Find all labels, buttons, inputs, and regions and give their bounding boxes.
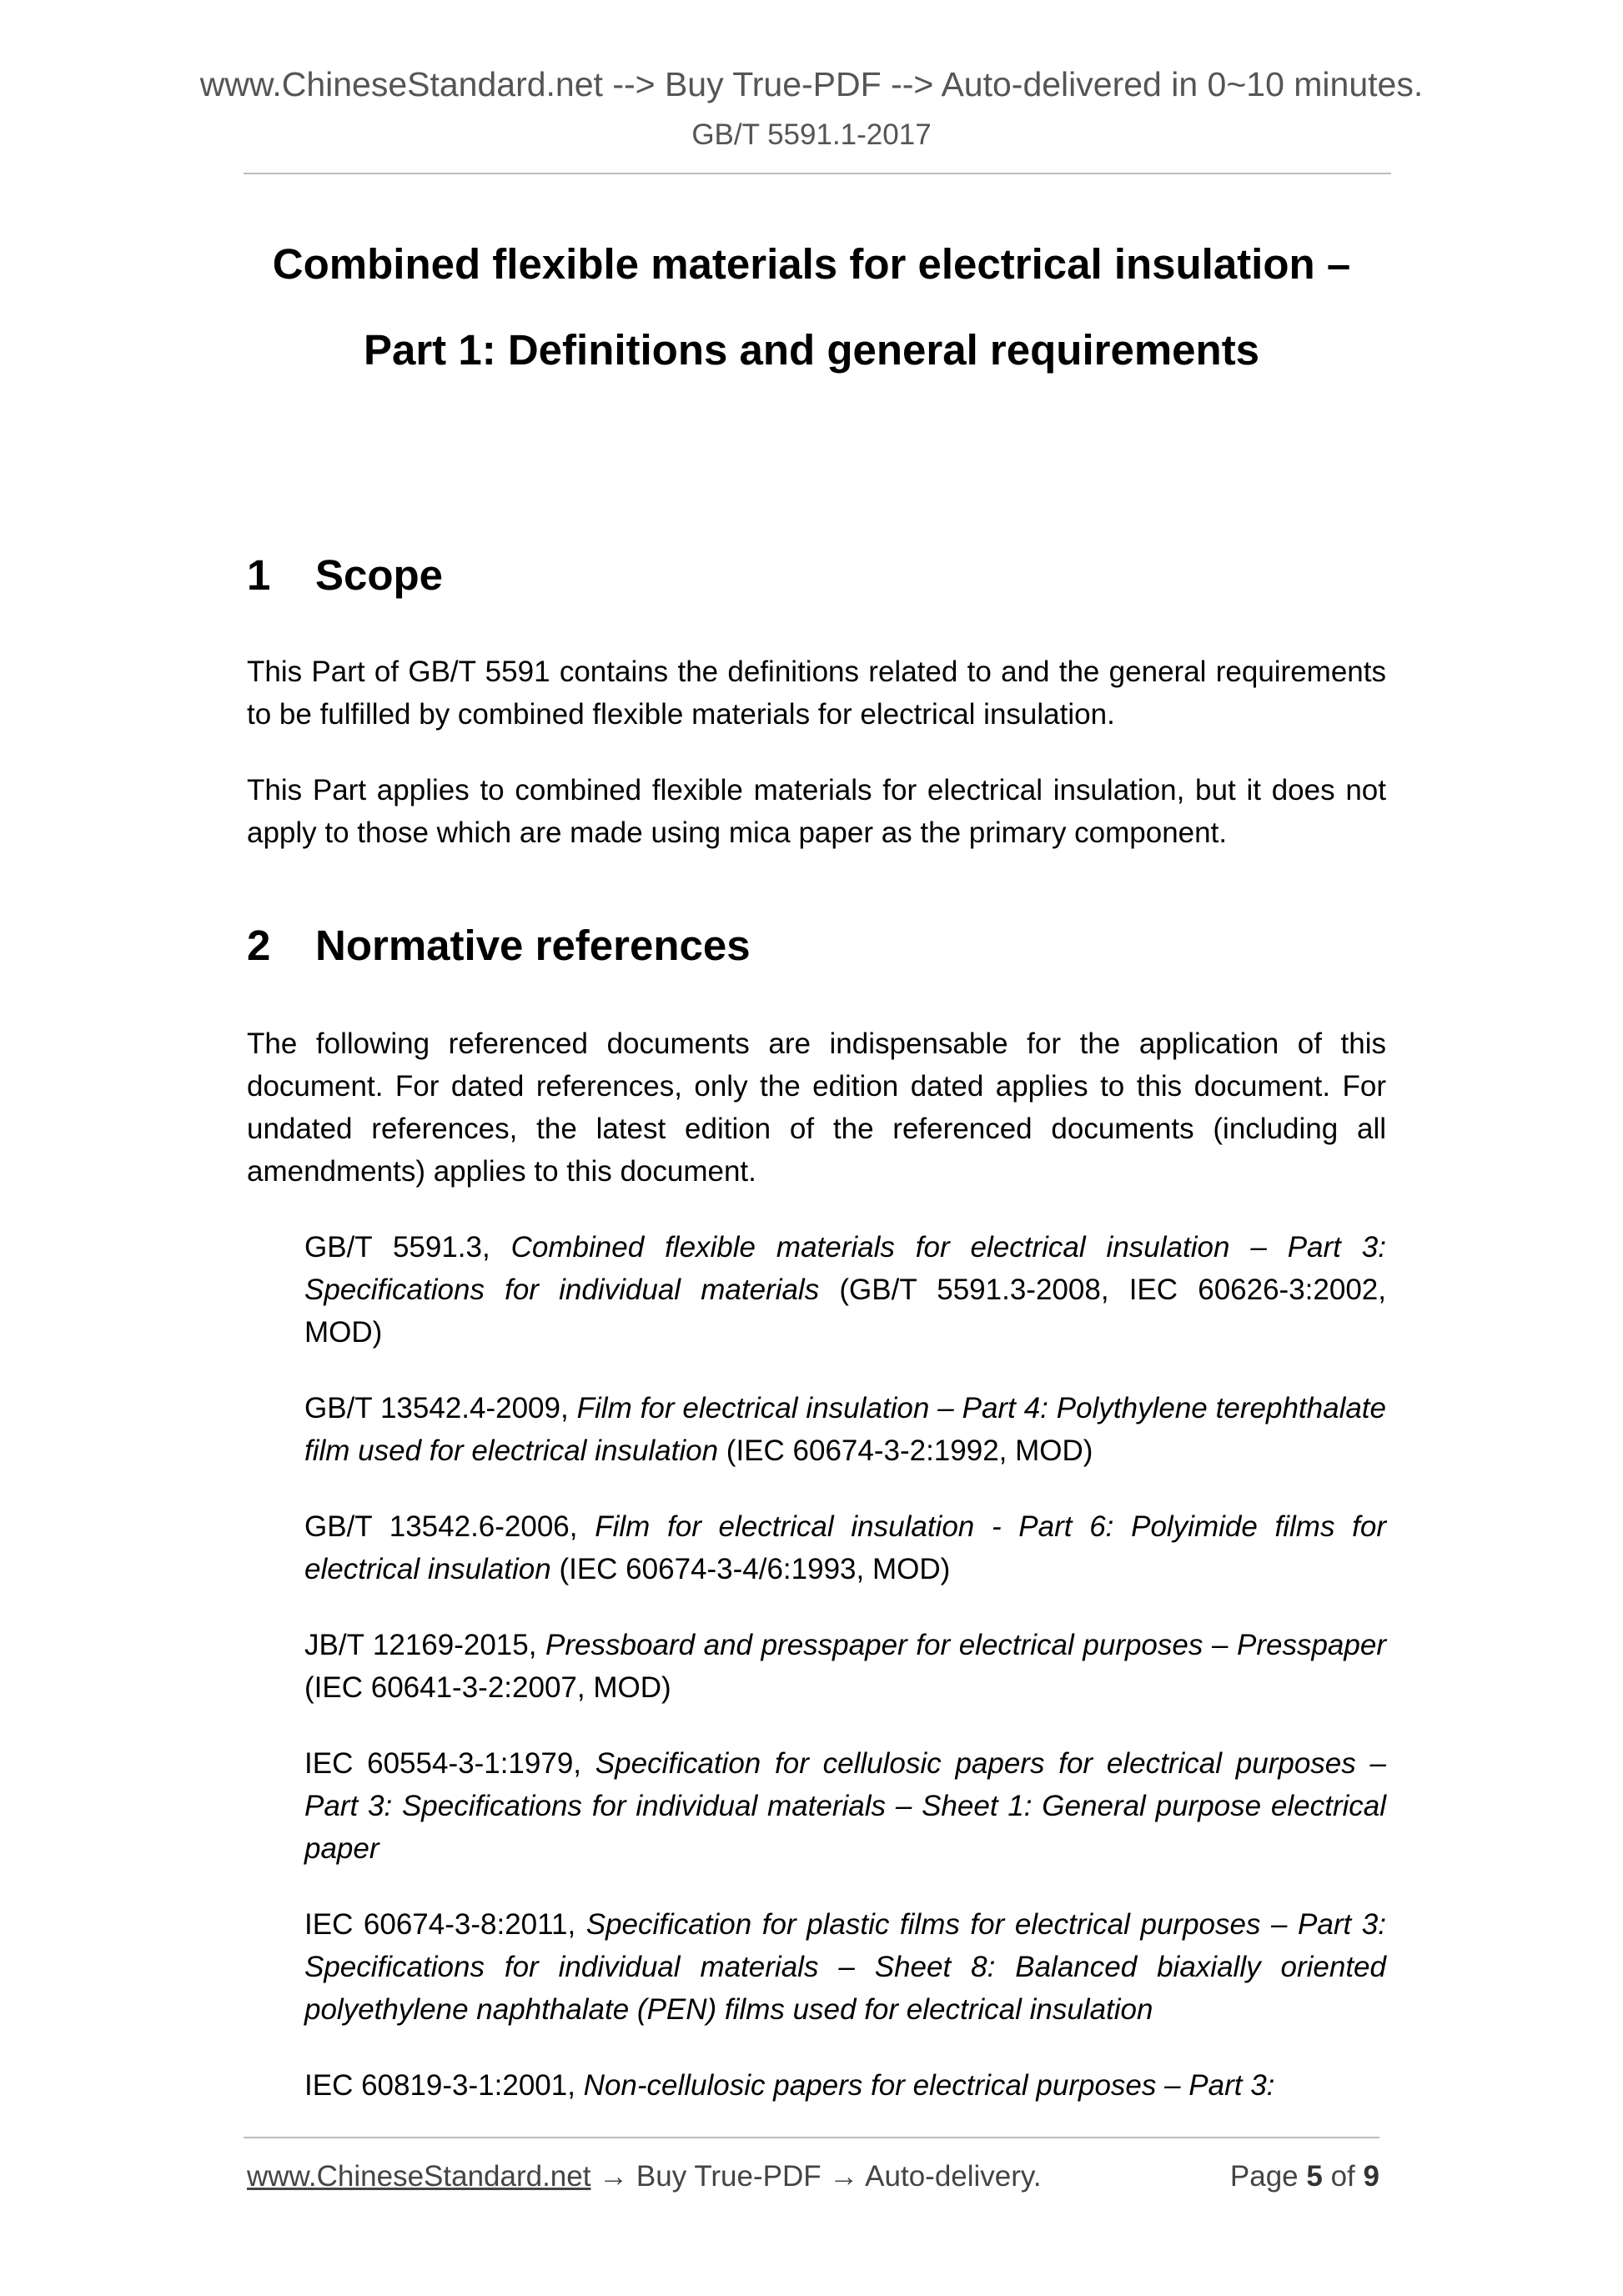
reference-suffix: (IEC 60674-3-4/6:1993, MOD): [550, 1553, 951, 1585]
scope-paragraph-2: This Part applies to combined flexible materials for electrical insulation, but it does not apply to those which are made using mica paper as the primary component.: [247, 774, 1386, 849]
reference-code: IEC 60554-3-1:1979,: [304, 1747, 595, 1780]
reference-code: GB/T 13542.4-2009,: [304, 1392, 577, 1424]
section-title: Normative references: [315, 922, 751, 969]
reference-suffix: (GB/T 5591.3-2008, IEC 60626-3:2002, MOD): [304, 1274, 1386, 1349]
reference-item: [304, 1742, 1386, 1870]
section-heading-normative-references: [247, 921, 751, 970]
reference-suffix: (IEC 60641-3-2:2007, MOD): [304, 1671, 671, 1704]
header-standard-number: GB/T 5591.1-2017: [691, 118, 932, 151]
footer-banner: [247, 2160, 1042, 2193]
section-number: 2: [247, 922, 271, 969]
footer-banner-text: → Buy True-PDF → Auto-delivery.: [590, 2160, 1042, 2193]
reference-item: [304, 1624, 1386, 1709]
page-label: Page: [1229, 2160, 1299, 2193]
reference-title: Specification for plastic films for electrical purposes – Part 3: Specifications for individual materials – Sheet 8: Balanced biaxially oriented polyethylene naphthalate (PEN) films used for electrical insulation: [304, 1908, 1386, 2026]
page-indicator: [1201, 2160, 1379, 2193]
reference-code: GB/T 5591.3,: [304, 1231, 511, 1264]
reference-code: IEC 60819-3-1:2001,: [304, 2069, 584, 2102]
document-title-line-2: Part 1: Definitions and general requirements: [363, 326, 1260, 374]
reference-title: Film for electrical insulation - Part 6: Polyimide films for electrical insulation: [304, 1510, 1387, 1585]
reference-item: [304, 1505, 1386, 1590]
header-divider: [244, 173, 1391, 174]
reference-item: [304, 1387, 1386, 1472]
reference-item: [304, 1226, 1386, 1354]
document-title-line-1: Combined flexible materials for electrical insulation –: [272, 240, 1351, 288]
page-of: of: [1330, 2160, 1355, 2193]
page-current: 5: [1306, 2160, 1323, 2193]
reference-title: Film for electrical insulation – Part 4: Polythylene terephthalate film used for electrical insulation: [304, 1392, 1387, 1467]
reference-title: Combined flexible materials for electrical insulation – Part 3: Specifications for individual materials: [304, 1231, 1386, 1306]
reference-item: [304, 1903, 1386, 2031]
scope-paragraph-1: This Part of GB/T 5591 contains the definitions related to and the general requirements to be fulfilled by combined flexible materials for electrical insulation.: [247, 656, 1386, 731]
normative-references-intro: The following referenced documents are indispensable for the application of this document. For dated references, only the edition dated applies to this document. For undated references, the latest edition of the referenced documents (including all amendments) applies to this document.: [247, 1027, 1386, 1188]
reference-suffix: (IEC 60674-3-2:1992, MOD): [718, 1434, 1093, 1467]
reference-title: Non-cellulosic papers for electrical purposes – Part 3:: [583, 2069, 1275, 2102]
reference-title: Pressboard and presspaper for electrical purposes – Presspaper: [545, 1629, 1386, 1661]
section-title: Scope: [315, 551, 444, 599]
section-heading-scope: [247, 550, 443, 600]
footer-divider: [244, 2137, 1379, 2138]
reference-code: GB/T 13542.6-2006,: [304, 1510, 595, 1543]
reference-code: IEC 60674-3-8:2011,: [304, 1908, 586, 1941]
footer-site-link[interactable]: www.ChineseStandard.net: [247, 2160, 591, 2193]
reference-title: Specification for cellulosic papers for electrical purposes – Part 3: Specifications for individual materials – Sheet 1: General purpose electrical paper: [304, 1747, 1386, 1865]
page-total: 9: [1363, 2160, 1379, 2193]
header-banner: www.ChineseStandard.net --> Buy True-PDF --> Auto-delivered in 0~10 minutes.: [199, 65, 1424, 103]
reference-item: [304, 2064, 1386, 2107]
reference-code: JB/T 12169-2015,: [304, 1629, 546, 1661]
section-number: 1: [247, 551, 271, 599]
